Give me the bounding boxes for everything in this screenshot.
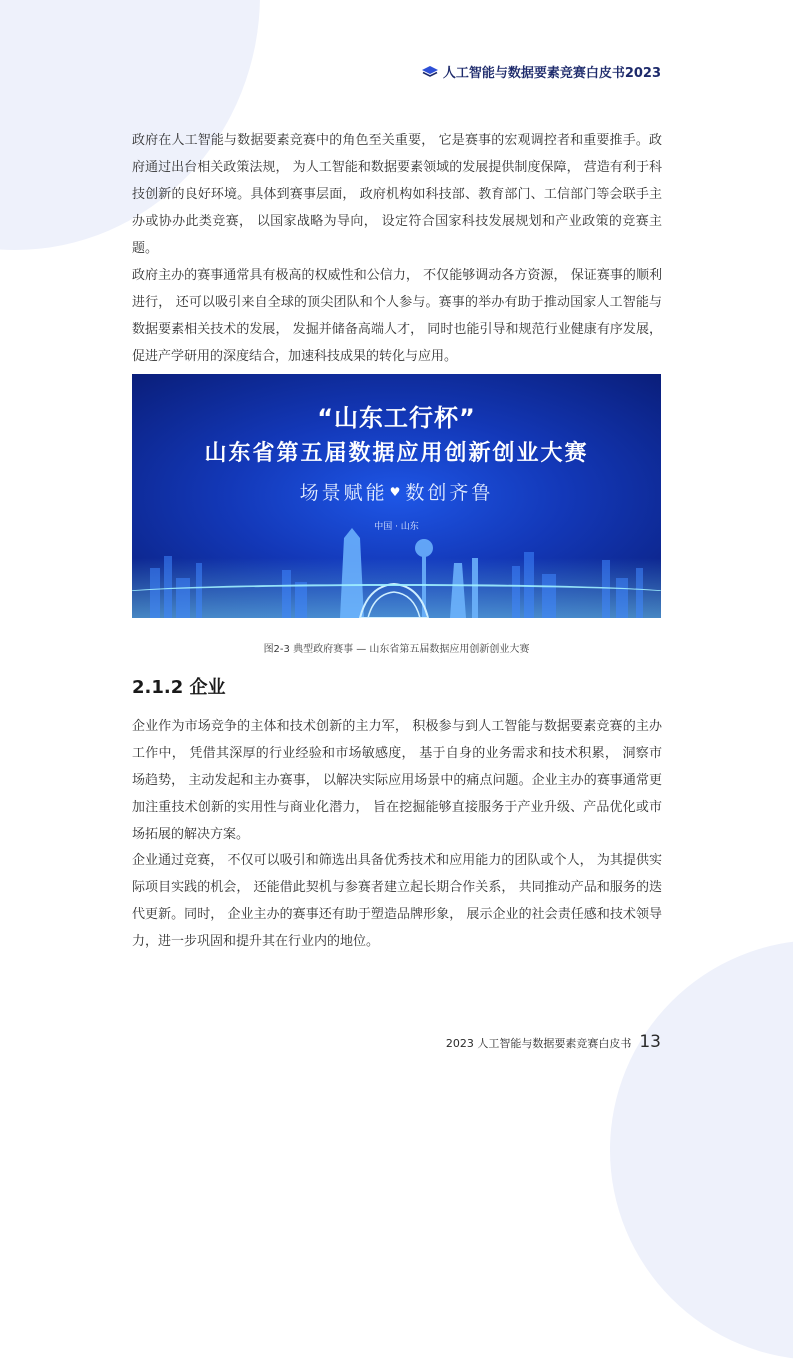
paragraph-enterprise-role: 企业作为市场竞争的主体和技术创新的主力军， 积极参与到人工智能与数据要素竞赛的主办工作中， 凭借其深厚的行业经验和市场敏感度， 基于自身的业务需求和技术积累， 洞察市场趋势， 主动发起和主办赛事， 以解决实际应用场景中的痛点问题。企业主办的赛事通常更加注重技术创新的实用性与商业化潜力， 旨在挖掘能够直接服务于产业升级、产品优化或市场拓展的解决方案。 [132,719,662,842]
banner-slogan-left: 场景赋能 [299,482,388,504]
page-number: 13 [639,1032,661,1052]
banner-competition-title: 山东省第五届数据应用创新创业大赛 [204,441,589,466]
banner-location: 中国 · 山东 [374,522,419,532]
running-header [422,62,661,81]
competition-banner-image [132,374,661,618]
paragraph-enterprise-benefits: 企业通过竞赛， 不仅可以吸引和筛选出具备优秀技术和应用能力的团队或个人， 为其提供实际项目实践的机会， 还能借此契机与参赛者建立起长期合作关系， 共同推动产品和服务的迭代更新。同时， 企业主办的赛事还有助于塑造品牌形象， 展示企业的社会责任感和技术领导力，进一步巩固和提升其在行业内的地位。 [132,853,662,949]
section-heading: 2.1.2 企业 [132,677,226,698]
heart-icon: ♥ [389,484,404,499]
header-title: 人工智能与数据要素竞赛白皮书2023 [442,66,661,81]
banner-slogan [132,478,661,505]
decorative-circle-bottom-right [610,940,793,1360]
figure-caption: 图2-3 典型政府赛事 — 山东省第五届数据应用创新创业大赛 [263,644,530,655]
page-footer [446,1032,661,1052]
paragraph-government-role: 政府在人工智能与数据要素竞赛中的角色至关重要， 它是赛事的宏观调控者和重要推手。政府通过出台相关政策法规， 为人工智能和数据要素领域的发展提供制度保障， 营造有利于科技创新的良好环境。具体到赛事层面， 政府机构如科技部、教育部门、工信部门等会联手主办或协办此类竞赛， 以国家战略为导向， 设定符合国家科技发展规划和产业政策的竞赛主题。 [132,133,662,256]
paragraph-government-events: 政府主办的赛事通常具有极高的权威性和公信力， 不仅能够调动各方资源， 保证赛事的顺利进行， 还可以吸引来自全球的顶尖团队和个人参与。赛事的举办有助于推动国家人工智能与数据要素相关技术的发展， 发掘并储备高端人才， 同时也能引导和规范行业健康有序发展，促进产学研用的深度结合，加速科技成果的转化与应用。 [132,268,662,364]
banner-floor-line [132,584,661,604]
footer-title: 2023 人工智能与数据要素竞赛白皮书 [445,1037,632,1050]
banner-sponsor-title: “山东工行杯” [317,404,476,432]
banner-slogan-right: 数创齐鲁 [405,482,494,504]
layers-icon [422,66,438,78]
